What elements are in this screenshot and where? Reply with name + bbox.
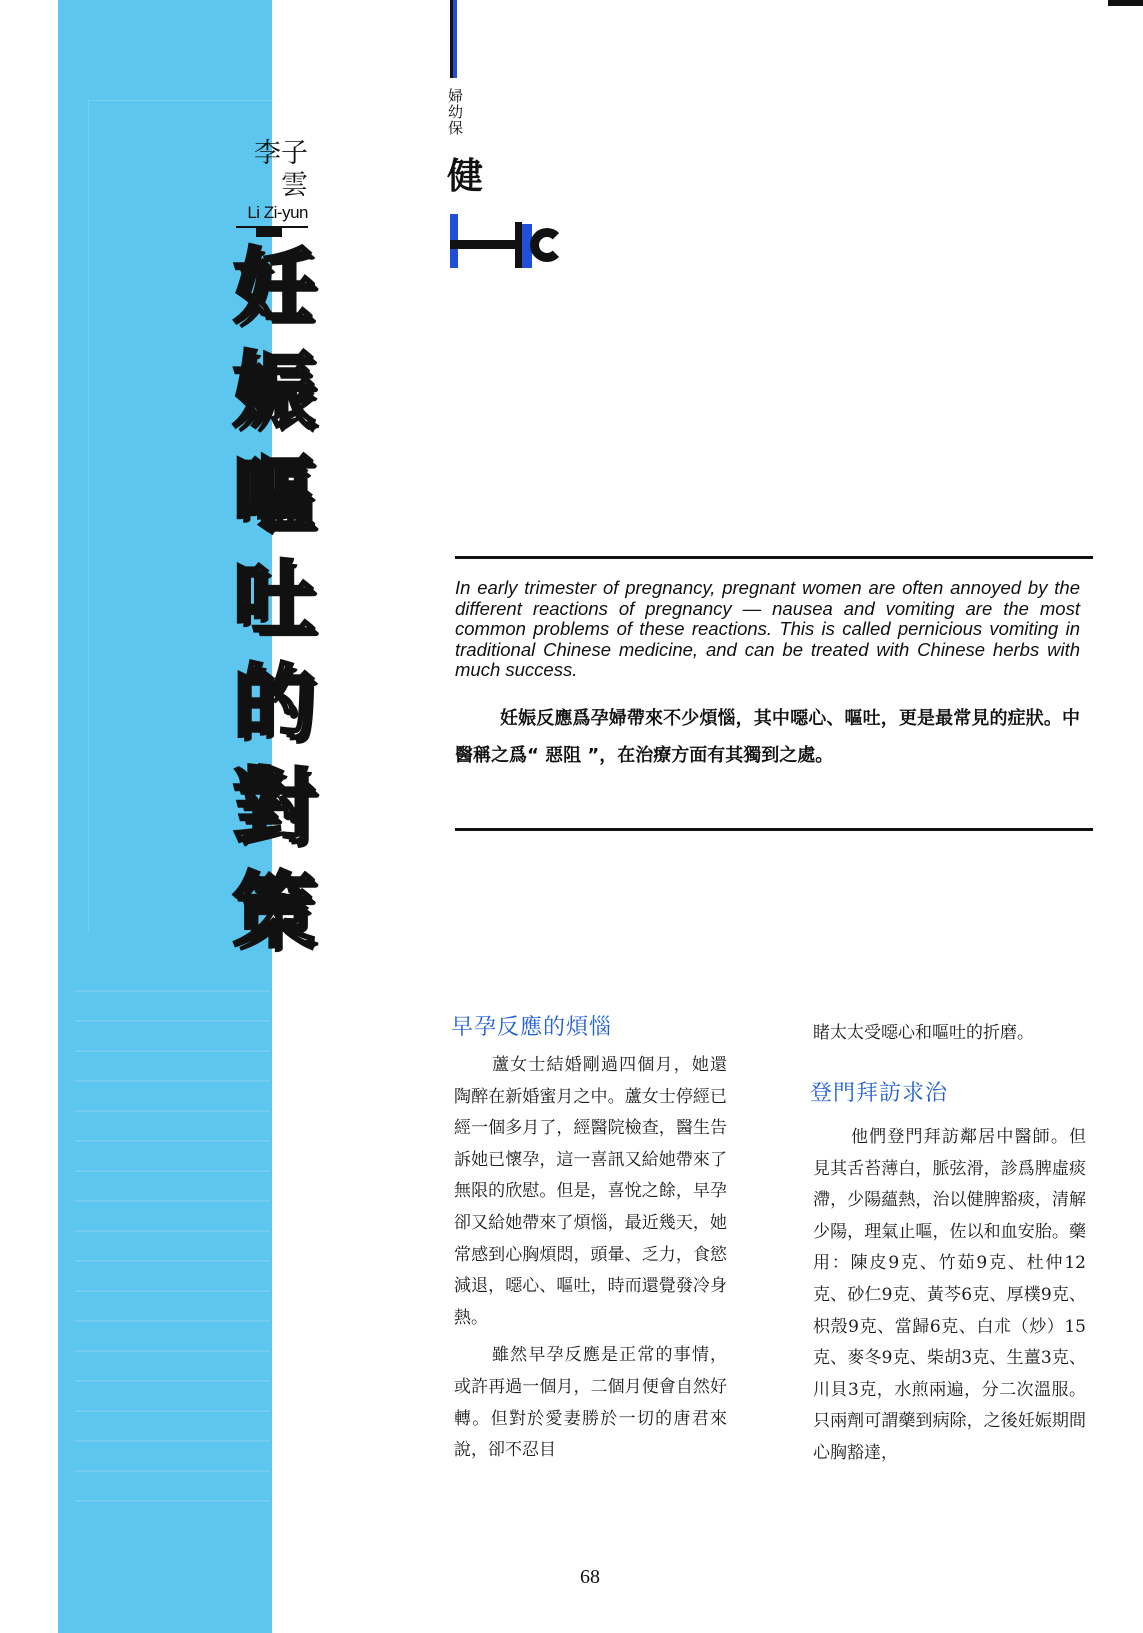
title-char: 策 xyxy=(232,864,315,959)
logo-h-bar xyxy=(450,240,522,249)
abstract-rule-top xyxy=(455,556,1093,559)
article-column-2-top xyxy=(813,1018,1086,1050)
heading-early-pregnancy: 早孕反應的煩惱 xyxy=(451,1015,613,1040)
section-bar-top-dark xyxy=(450,0,453,78)
abstract-english: In early trimester of pregnancy, pregnant women are often annoyed by the different reactions of pregnancy — nausea and vomiting are the most common problems of these reactions. This is called pernicious vomiting in traditional Chinese medicine, and can be treated with Chinese herbs with much success. xyxy=(455,577,1080,680)
paragraph: 蘆女士結婚剛過四個月，她還陶醉在新婚蜜月之中。蘆女士停經已經一個多月了，經醫院檢查，醫生告訴她已懷孕，這一喜訊又給她帶來了無限的欣慰。但是，喜悅之餘，早孕卻又給她帶來了煩惱，最近幾天，她常感到心胸煩悶，頭暈、乏力，食慾減退，噁心、嘔吐，時而還覺發冷身熱。 xyxy=(454,1055,727,1328)
article-column-1 xyxy=(454,1050,727,1467)
article-title xyxy=(224,236,324,964)
author-name-en: Li Zi-yun xyxy=(247,203,308,222)
paragraph: 睹太太受噁心和嘔吐的折磨。 xyxy=(813,1023,1034,1043)
title-char: 嘔 xyxy=(232,448,315,543)
section-label: 婦幼保 xyxy=(448,87,464,137)
page-number: 68 xyxy=(580,1566,600,1588)
author-name-cn: 李子雲 xyxy=(254,138,308,201)
article-column-2 xyxy=(813,1122,1086,1470)
author-block xyxy=(236,138,308,237)
title-char: 對 xyxy=(232,760,315,855)
title-char: 娠 xyxy=(232,344,315,439)
section-big-char: 健 xyxy=(447,156,484,197)
abstract-chinese: 妊娠反應爲孕婦帶來不少煩惱，其中噁心、嘔吐，更是最常見的症狀。中醫稱之爲“ 惡阻 ”，在治療方面有其獨到之處。 xyxy=(455,708,1080,766)
heading-visit-doctor: 登門拜訪求治 xyxy=(810,1081,949,1106)
faded-text-lines xyxy=(75,990,270,1530)
logo-h-right xyxy=(515,222,522,268)
paragraph: 雖然早孕反應是正常的事情，或許再過一個月，二個月便會自然好轉。但對於愛妻勝於一切的唐君來說，卻不忍目 xyxy=(454,1345,727,1461)
title-char: 妊 xyxy=(232,240,315,335)
title-char: 的 xyxy=(232,656,315,751)
logo-c-shape xyxy=(530,228,564,262)
paragraph: 他們登門拜訪鄰居中醫師。但見其舌苔薄白，脈弦滑，診爲脾虛痰滯，少陽蘊熱，治以健脾豁痰，清解少陽，理氣止嘔，佐以和血安胎。藥用：陳皮9克、竹茹9克、杜仲12克、砂仁9克、黃芩6克、厚樸9克、枳殼9克、當歸6克、白朮（炒）15克、麥冬9克、柴胡3克、生薑3克、川貝3克，水煎兩遍，分二次溫服。只兩劑可謂藥到病除，之後妊娠期間心胸豁達， xyxy=(813,1127,1086,1463)
title-char: 吐 xyxy=(232,552,315,647)
abstract-rule-bottom xyxy=(455,828,1093,831)
corner-mark xyxy=(1108,0,1143,6)
